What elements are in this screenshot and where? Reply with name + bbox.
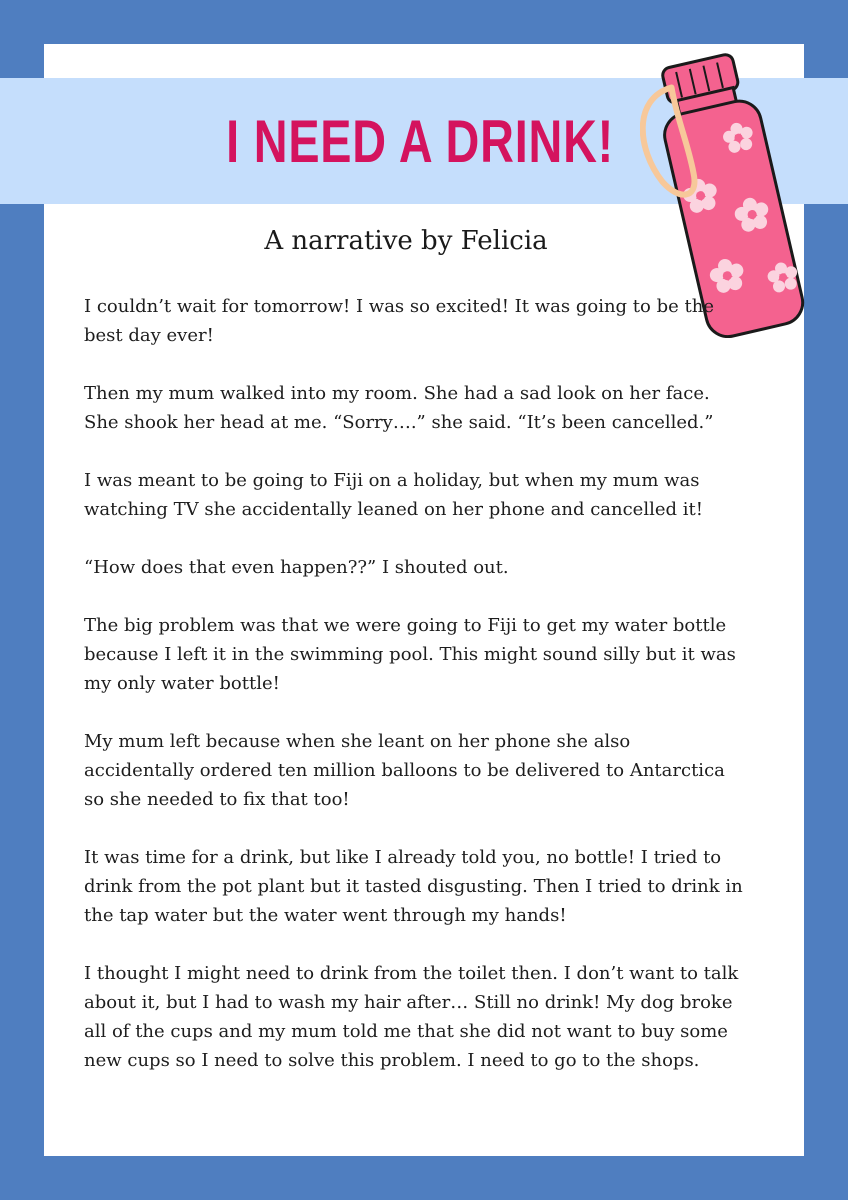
paragraph: Then my mum walked into my room. She had a sad look on her face. She shook her head at me. “Sorry….” she said. “It’s been cancelled.” [84, 383, 714, 433]
story-body [84, 292, 744, 1104]
paragraph: I was meant to be going to Fiji on a holiday, but when my mum was watching TV she accidentally leaned on her phone and cancelled it! [84, 470, 703, 520]
paragraph: I thought I might need to drink from the toilet then. I don’t want to talk about it, but I had to wash my hair after… Still no drink! My dog broke all of the cups and my mum told me that she did not want to buy some new cups so I need to solve this problem. I need to go to the shops. [84, 963, 739, 1071]
paragraph: It was time for a drink, but like I already told you, no bottle! I tried to drink from the pot plant but it tasted disgusting. Then I tried to drink in the tap water but the water went through my hands! [84, 847, 743, 926]
byline: A narrative by Felicia [264, 226, 548, 256]
paragraph: “How does that even happen??” I shouted out. [84, 557, 509, 578]
page-title: I NEED A DRINK! [226, 107, 615, 175]
paragraph: The big problem was that we were going to Fiji to get my water bottle because I left it in the swimming pool. This might sound silly but it was my only water bottle! [84, 615, 736, 694]
paragraph: My mum left because when she leant on her phone she also accidentally ordered ten million balloons to be delivered to Antarctica so she needed to fix that too! [84, 731, 725, 810]
paragraph: I couldn’t wait for tomorrow! I was so excited! It was going to be the best day ever! [84, 296, 714, 346]
